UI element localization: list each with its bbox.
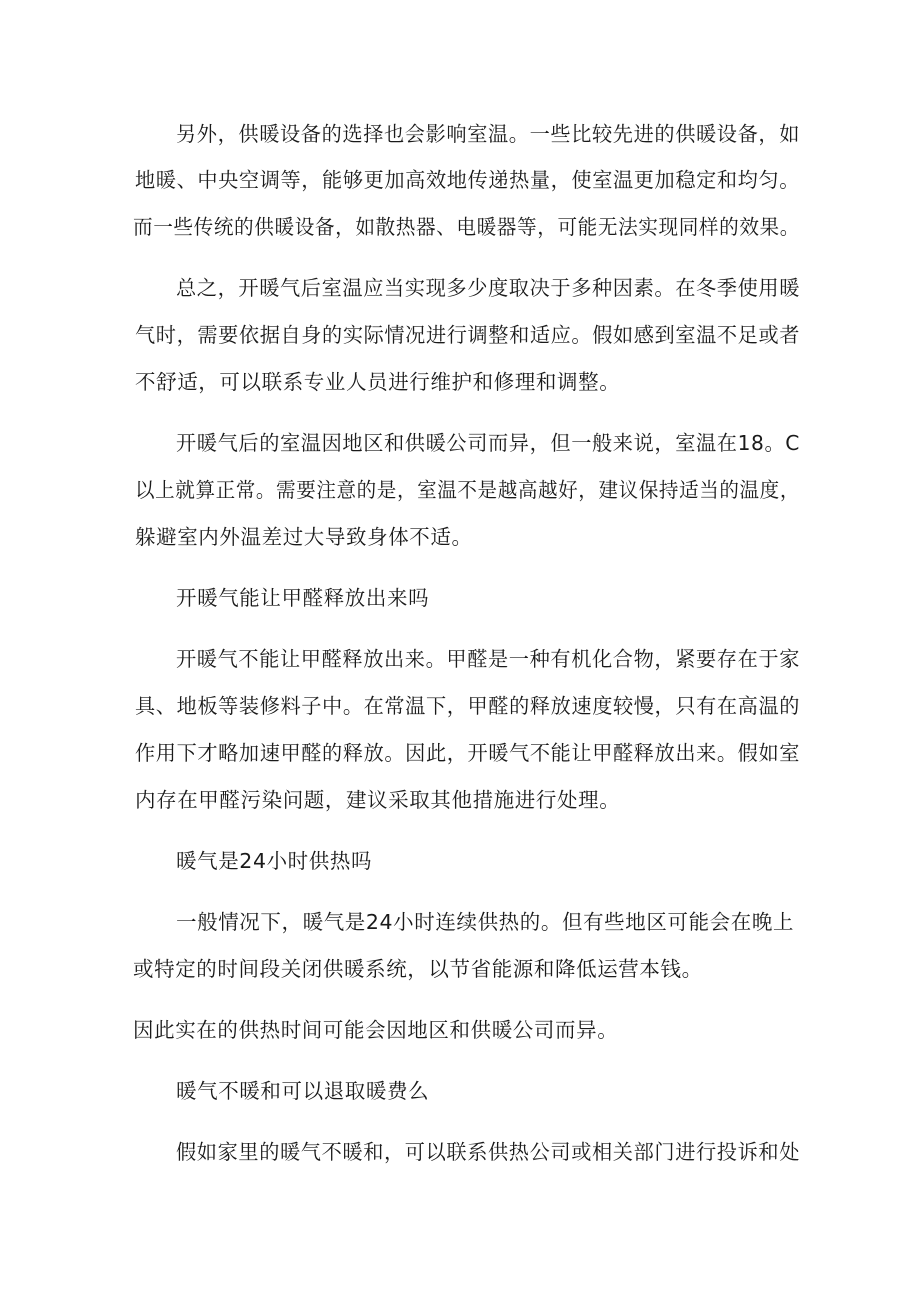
line-text: 以上就算正常。需要注意的是，室温不是越高越好，建议保持适当的温度， (135, 478, 800, 502)
line-text: 暖气是24小时供热吗 (176, 849, 373, 873)
text-line (176, 1137, 809, 1167)
line-text: 或特定的时间段关闭供暖系统，以节省能源和降低运营本钱。 (133, 957, 703, 981)
line-text: 总之，开暖气后室温应当实现多少度取决于多种因素。在冬季使用暖 (176, 276, 801, 300)
text-line (135, 691, 810, 721)
line-text: 不舒适，可以联系专业人员进行维护和修理和调整。 (135, 370, 621, 394)
line-text: 另外，供暖设备的选择也会影响室温。一些比较先进的供暖设备，如 (176, 122, 801, 146)
text-line (176, 644, 809, 674)
line-text: 开暖气不能让甲醛释放出来。甲醛是一种有机化合物，紧要存在于家 (176, 647, 801, 671)
line-text: 气时，需要依据自身的实际情况进行调整和适应。假如感到室温不足或者 (135, 323, 801, 347)
line-text: 内存在甲醛污染问题，建议采取其他措施进行处理。 (135, 788, 621, 812)
line-text: 一般情况下，暖气是24小时连续供热的。但有些地区可能会在晚上 (176, 910, 795, 934)
text-line (176, 428, 809, 458)
line-text: 地暖、中央空调等，能够更加高效地传递热量，使室温更加稳定和均匀。 (135, 168, 801, 192)
line-text: 开暖气后的室温因地区和供暖公司而异，但一般来说，室温在18。C (176, 431, 801, 455)
line-text: 假如家里的暖气不暖和，可以联系供热公司或相关部门进行投诉和处 (176, 1140, 801, 1164)
text-line (133, 1015, 618, 1045)
text-line (135, 785, 620, 815)
text-line (135, 367, 620, 397)
line-text: 开暖气能让甲醛释放出来吗 (176, 586, 430, 610)
section-heading (176, 583, 429, 613)
section-heading (176, 846, 372, 876)
text-line (133, 954, 703, 984)
line-text: 因此实在的供热时间可能会因地区和供暖公司而异。 (133, 1018, 619, 1042)
line-text: 躲避室内外温差过大导致身体不适。 (135, 525, 473, 549)
text-line (135, 165, 810, 195)
section-heading (176, 1076, 429, 1106)
text-line (135, 320, 810, 350)
line-text: 具、地板等装修料子中。在常温下，甲醛的释放速度较慢，只有在高温的 (135, 694, 801, 718)
text-line (135, 738, 810, 768)
text-line (133, 212, 829, 242)
line-text: 作用下才略加速甲醛的释放。因此，开暖气不能让甲醛释放出来。假如室 (135, 741, 801, 765)
text-line (135, 475, 831, 505)
line-text: 而一些传统的供暖设备，如散热器、电暖器等，可能无法实现同样的效果。 (133, 215, 800, 239)
text-line (176, 119, 809, 149)
line-text: 暖气不暖和可以退取暖费么 (176, 1079, 430, 1103)
text-line (176, 907, 794, 937)
text-line (135, 522, 473, 552)
text-line (176, 273, 809, 303)
